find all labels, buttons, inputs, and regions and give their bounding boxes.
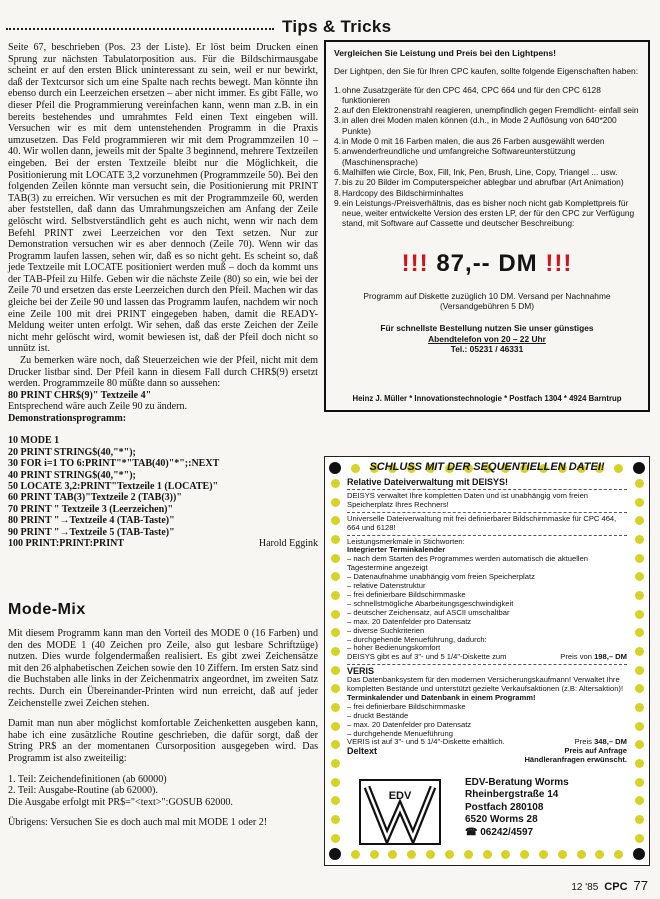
mode-mix-part: 1. Teil: Zeichendefinitionen (ab 60000) bbox=[8, 773, 167, 785]
phone-number: Tel.: 05231 / 46331 bbox=[450, 343, 524, 354]
svg-text:EDV: EDV bbox=[388, 790, 412, 802]
veris-price-row: VERIS ist auf 3"- und 5 1/4"-Diskette erhältlich. Preis 348,– DM bbox=[347, 737, 627, 747]
list-item: – diverse Suchkriterien bbox=[347, 625, 425, 635]
veris-price: 348,– DM bbox=[594, 737, 627, 747]
demo-program-label: Demonstrationsprogramm: bbox=[8, 412, 127, 424]
order-line: Abendtelefon von 20 – 22 Uhr bbox=[428, 333, 546, 344]
list-item: 7. bis zu 20 Bilder im Computerspeicher ablegbar und abrufbar (Art Animation) bbox=[334, 177, 624, 188]
list-item: – nach dem Starten des Programmes werden automatisch die aktuellen Tagestermine angezeigt bbox=[347, 554, 589, 573]
dealer-note: Händleranfragen erwünscht. bbox=[524, 755, 627, 765]
exclamation-marks: !!! bbox=[545, 249, 573, 277]
list-item: – druckt Bestände bbox=[347, 710, 409, 720]
article-author: Harold Eggink bbox=[258, 538, 318, 550]
article-paragraph: Entsprechend wäre auch Zeile 90 zu ändern. bbox=[8, 401, 188, 413]
page-number: 77 bbox=[633, 878, 648, 893]
list-item: – schnellstmögliche Abarbeitungsgeschwindigkeit bbox=[347, 598, 514, 608]
list-item: – durchgehende Menueführung bbox=[347, 728, 453, 738]
list-item: – frei definierbare Bildschirmmaske bbox=[347, 589, 466, 599]
mode-mix-title: Mode-Mix bbox=[8, 601, 86, 618]
company-street: Rheinbergstraße 14 bbox=[465, 789, 559, 801]
deisys-ad-content bbox=[347, 461, 627, 861]
issue-date: 12 '85 bbox=[571, 882, 599, 893]
list-item: 4. in Mode 0 mit 16 Farben malen, die aus 26 Farben ausgewählt werden bbox=[334, 136, 605, 147]
company-name: EDV-Beratung Worms bbox=[465, 777, 569, 788]
company-city: 6520 Worms 28 bbox=[465, 814, 538, 826]
program-line: 20 PRINT STRING$(40,"*"); bbox=[8, 446, 136, 458]
list-item: – max. 20 Datenfelder pro Datensatz bbox=[347, 719, 472, 729]
deltext-price: Preis auf Anfrage bbox=[564, 746, 627, 756]
page-footer bbox=[571, 878, 648, 893]
deisys-calendar-label: Integrierter Terminkalender bbox=[347, 545, 446, 555]
mode-mix-part: 2. Teil: Ausgabe-Routine (ab 62000). bbox=[8, 785, 158, 797]
program-listing bbox=[8, 435, 318, 549]
header-dotted-rule bbox=[6, 28, 274, 30]
program-line: 90 PRINT "→Textzeile 5 (TAB-Taste)" bbox=[8, 526, 175, 538]
article-body bbox=[8, 42, 318, 549]
list-item: 1. ohne Zusatzgeräte für den CPC 464, CPC 664 und für den CPC 6128 funktionieren bbox=[334, 84, 601, 105]
company-phone: ☎ 06242/4597 bbox=[465, 826, 534, 838]
list-item: 2. auf den Elektronenstrahl reagieren, unempfindlich gegen Fremdlicht- einfall sein bbox=[334, 105, 639, 116]
veris-intro: Das Datenbanksystem für den modernen Versicherungskaufmann! Verwaltet Ihre kompletten Bestände und unterstützt gezielte Verkaufsaktionen (z.B: Altersaktion)! bbox=[347, 675, 624, 694]
deisys-headline: Relative Dateiverwaltung mit DEISYS! bbox=[347, 477, 509, 487]
deisys-intro: DEISYS verwaltet Ihre kompletten Daten und ist unabhängig vom freien Speicherplatz Ihres Rechners! bbox=[347, 490, 589, 509]
deisys-ad bbox=[324, 456, 650, 866]
article-paragraph: Seite 67, beschrieben (Pos. 23 der Liste). Er löst beim Drucken einen Sprung zur nächsten Tabulatorposition aus. Für die Bildschirmausgabe scheint er auf den ersten Blick uninteressant zu sein, weil er nur bewirkt, daß der Textcursor sich um eine Spalte nach rechts bewegt. Man könnte ihn ebenso durch ein Leerzeichen ersetzen – aber nicht immer. Es gibt Fälle, wo dieser Pfeil die Programmierung vereinfachen kann, wenn man z.B. in ein bereits bestehendes und umrahmtes Feld einen Text eingeben will. Versuchen wir es mit dem untenstehenden Programm in die Praxis umzusetzen. Das Feld programmieren wir mit dem Programmzeilen 10 – 40. Wir wollen dann, jeweils mit der Spalte 3 beginnend, mehrere Textzeilen eingeben. Bei der ersten Textzeile bleibt nur die Möglichkeit, die Positionierung mit LOCATE 3,2 vorzunehmen (Programmzeile 50). Bei den folgenden Zeilen könnte man versucht sein, die Positionierung mit PRINT TAB(3) zu erreichen. Wir versuchen es mit der Programmzeile 60, werden aber feststellen, daß dann das Umrahmungszeichen am Anfang der Zeile gelöscht wird. Selbstverständlich geht es auch nicht, wenn wir nach dem Befehl PRINT zwei Leerzeichen vor den Text setzen. Nur zur Demonstration versuchen wir es aber dennoch (Zeile 70). Wenn wir das Programm laufen lassen, sehen wir, daß es so nicht geht. Es scheint so, daß jede Textzeile mit LOCATE positioniert werden muß – doch da kommt uns der TAB-Pfeil zu Hilfe. Geben wir die nächste Zeile (80) so ein, wie bei der Zeile 70 und ersetzen das erste Leerzeichen durch den Pfeil. Machen wir das gleiche bei der Zeile 90 und lassen das Programm laufen, nachdem wir noch eine Zeile 100 mit drei PRINT eingegeben haben, damit die READY-Meldung weiter unten erfolgt. Wir sehen, daß das erste Zeichen der Zeile nicht mehr gelöscht wird, womit bewiesen ist, daß der Pfeil doch nicht so unnütz ist. bbox=[8, 42, 318, 355]
mode-mix-body bbox=[8, 628, 318, 838]
lightpen-ad bbox=[324, 40, 650, 412]
list-item: – durchgehende Menueführung, dadurch: bbox=[347, 634, 487, 644]
deisys-intro: Universelle Dateiverwaltung mit frei definierbarer Bildschirmmaske für CPC 464, 664 und 6128! bbox=[347, 513, 617, 532]
lightpen-ad-intro: Der Lightpen, den Sie für Ihren CPC kaufen, sollte folgende Eigenschaften haben: bbox=[334, 66, 639, 77]
veris-title: VERIS bbox=[347, 666, 375, 677]
program-line: 70 PRINT " Textzeile 3 (Leerzeichen)" bbox=[8, 503, 174, 515]
list-item: – hoher Bedienungskomfort bbox=[347, 643, 441, 653]
list-item: 5. anwenderfreundliche und umfangreiche Softwareunterstützung (Maschinensprache) bbox=[334, 146, 576, 167]
order-line: Für schnellste Bestellung nutzen Sie unser günstiges bbox=[380, 323, 594, 334]
lightpen-feature-list bbox=[334, 85, 640, 229]
deisys-banner: SCHLUSS MIT DER SEQUENTIELLEN DATEI! bbox=[369, 461, 605, 473]
mode-mix-closing: Übrigens: Versuchen Sie es doch auch mal mit MODE 1 oder 2! bbox=[8, 817, 268, 829]
deltext-title: Deltext bbox=[347, 746, 378, 757]
list-item: 6. Malhilfen wie Circle, Box, Fill, Ink, Pen, Brush, Line, Copy, Triangel ... usw. bbox=[334, 166, 618, 177]
list-item: – max. 20 Datenfelder pro Datensatz bbox=[347, 616, 472, 626]
edv-logo-icon bbox=[359, 779, 441, 845]
program-line: 50 LOCATE 3,2:PRINT"Textzeile 1 (LOCATE)" bbox=[8, 481, 219, 493]
mode-mix-paragraph: Mit diesem Programm kann man den Vorteil des MODE 0 (16 Farben) und den des MODE 1 (40 Zeichen pro Zeile, also gut lesbare Schriftzüge) nutzen. Dies wurde folgendermaßen realisiert. Es gibt zwei Zeichensätze mit den 26 alphabetischen Zeichen sowie den 10 Ziffern. Im ersten Satz sind die Buchstaben alle links in der Zeichenmatrix angeordnet, im zweiten Satz rechts. Durch ein Übereinander-Printen wird nun erreicht, daß auf jeder Zeichenstelle zwei Zeichen stehen. bbox=[8, 628, 318, 709]
program-line: 60 PRINT TAB(3)"Textzeile 2 (TAB(3))" bbox=[8, 492, 182, 504]
program-line: 30 FOR i=1 TO 6:PRINT"*"TAB(40)"*";:NEXT bbox=[8, 458, 220, 470]
list-item: 9. ein Leistungs-/Preisverhältnis, das es bisher noch nicht gab Komplettpreis für neue, weiter entwickelte Version des ersten LP, der für den CPC zur Verfügung stand, mit Software auf Cassette und deutscher Beschreibung: bbox=[334, 197, 635, 229]
program-line-last bbox=[8, 538, 318, 549]
veris-calendar: Terminkalender und Datenbank in einem Programm! bbox=[347, 692, 536, 702]
article-paragraph: Zu bemerken wäre noch, daß Steuerzeichen wie der Pfeil, nicht mit dem Drucker listbar sind. Der Pfeil kann in diesem Fall durch CHR$(9) ersetzt werden. Programmzeile 80 müßte dann so aussehen: bbox=[8, 355, 318, 390]
deisys-price: 198,– DM bbox=[594, 652, 627, 662]
program-line: 80 PRINT "→Textzeile 4 (TAB-Taste)" bbox=[8, 515, 175, 527]
program-line: 100 PRINT:PRINT:PRINT bbox=[8, 538, 125, 550]
dot-border-left bbox=[325, 479, 345, 843]
program-line: 10 MODE 1 bbox=[8, 435, 60, 447]
mode-mix-output: Die Ausgabe erfolgt mit PR$="<text>":GOSUB 62000. bbox=[8, 796, 233, 808]
price-value: 87,-- DM bbox=[436, 249, 538, 277]
deisys-features-label: Leistungsmerkmale in Stichworten: bbox=[347, 536, 465, 546]
disk-note: Programm auf Diskette zuzüglich 10 DM. Versand per Nachnahme (Versandgebühren 5 DM) bbox=[363, 290, 611, 312]
list-item: – relative Datenstruktur bbox=[347, 581, 426, 591]
program-line: 40 PRINT STRING$(40,"*"); bbox=[8, 469, 136, 481]
deisys-price-row: DEISYS gibt es auf 3"- und 5 1/4"-Diskette zum Preis von 198,– DM bbox=[347, 652, 627, 662]
list-item: 3. in allen drei Moden malen können (d.h., in Mode 2 Auflösung von 640*200 Punkte) bbox=[334, 115, 617, 136]
mode-mix-paragraph: Damit man nun aber möglichst komfortable Zeichenketten ausgeben kann, habe ich eine zusätzliche Routine geschrieben, die dafür sorgt, daß der String PR$ an der momentanen Cursorposition ausgegeben wird. Das Programm ist also zweiteilig: bbox=[8, 718, 318, 764]
list-item: 8. Hardcopy des Bildschirminhaltes bbox=[334, 187, 464, 198]
list-item: – frei definierbare Bildschirmmaske bbox=[347, 701, 466, 711]
section-title: Tips & Tricks bbox=[282, 17, 392, 36]
dot-border-right bbox=[629, 479, 649, 843]
list-item: – deutscher Zeichensatz, auf ASCII umschaltbar bbox=[347, 607, 510, 617]
lightpen-ad-headline: Vergleichen Sie Leistung und Preis bei den Lightpens! bbox=[334, 48, 557, 58]
exclamation-marks: !!! bbox=[401, 249, 429, 277]
list-item: – Datenaufnahme unabhängig vom freien Speicherplatz bbox=[347, 572, 535, 582]
company-address bbox=[465, 777, 569, 839]
lightpen-price bbox=[334, 251, 640, 277]
code-example: 80 PRINT CHR$(9)" Textzeile 4" bbox=[8, 389, 152, 401]
magazine-name: CPC bbox=[604, 881, 628, 893]
vendor-address: Heinz J. Müller * Innovationstechnologie * Postfach 1304 * 4924 Barntrup bbox=[352, 393, 622, 403]
company-pobox: Postfach 280108 bbox=[465, 801, 544, 813]
